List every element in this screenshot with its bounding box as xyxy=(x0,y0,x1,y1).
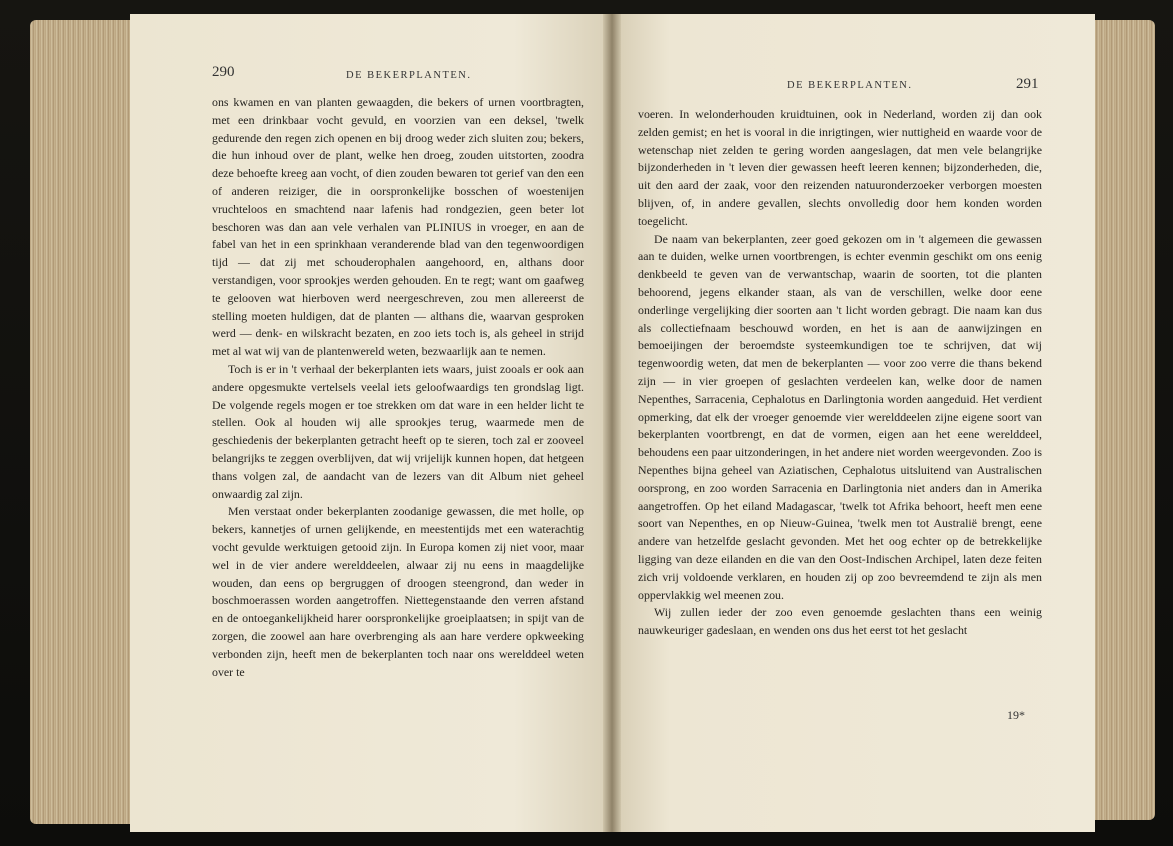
running-head: DE BEKERPLANTEN. xyxy=(346,70,472,81)
signature-mark: 19* xyxy=(1007,708,1025,722)
left-page xyxy=(130,14,610,832)
paragraph: ons kwamen en van planten gewaagden, die bekers of urnen voortbragten, met een drinkbaar vocht gevuld, en voorzien van een deksel, 'twelk gedurende den regen zich openen en bij droog weder zich sluiten zou; bekers, die hun inhoud over de plant, welke hen droeg, zouden uitstorten, zoodra deze behoefte kreeg aan vocht, of dien zouden bewaren tot gerief van den een of anderen reiziger, die in oorspronkelijke bosschen of woestenijen vruchteloos en smachtend naar lafenis had rondgezien, geen beter lot beschoren was dan aan vele verhalen van PLINIUS in vroeger, en aan de fabel van het in een sprinkhaan veranderende blad van den tegenwoordigen tijd — dat zij met schouderophalen aangehoord, en, althans door verstandigen, voor sprookjes werden gehouden. En te regt; want om gaafweg te gelooven wat hierboven werd neergeschreven, zou men allereerst de stelling moeten huldigen, dat de planten — althans die, waarvan gesproken werd — denk- en wilskracht bezaten, en zoo iets toch is, als geheel in strijd met al wat wij van de plantenwereld weten, bezwaarlijk aan te nemen. xyxy=(212,95,584,359)
body-text xyxy=(212,94,584,681)
paragraph: De naam van bekerplanten, zeer goed gekozen om in 't algemeen die gewassen aan te duiden, welke urnen voortbrengen, is echter evenmin geschikt om ons eenig denkbeeld te geven van de verwantschap, waarin de soorten, tot die planten behoorend, jegens elkander staan, als van de verschillen, welke door eene onderlinge vergelijking dier soorten aan 't licht worden gebragt. Die naam kan dus als collectiefnaam beschouwd worden, en het is aan de aanwijzingen en bemoeijingen der beroemdste systeemkundigen toe te schrijven, dat wij tegenwoordig weten, dat men de bekerplanten — voor zoo verre die thans bekend zijn — in vier groepen of geslachten verdeelen kan, welke door de namen Nepenthes, Sarracenia, Cephalotus en Darlingtonia worden aangeduid. Het verdient opmerking, dat elk der vroeger genoemde vier werelddeelen zijne eigene soort van bekerplanten voortbrengt, en dat de vormen, eigen aan het eene werelddeel, behoudens een paar uitzonderingen, in het andere niet worden weergevonden. Zoo is Nepenthes bijna geheel van Aziatischen, Cephalotus uitsluitend van Australischen oorsprong, en zoo worden Sarracenia en Darlingtonia niet anders dan in Amerika aangetroffen. Op het eiland Madagascar, 'twelk tot Afrika behoort, heeft men eene soort van Nepenthes, en op Nieuw-Guinea, 'twelk men tot Australië brengt, eene andere van hetzelfde geslacht gevonden. Met het oog echter op de betrekkelijke ligging van deze eilanden en die van den Oost-Indischen Archipel, laten deze feiten zich vrij voldoende verklaren, en houden zij op zoo bevreemdend te zijn als men oppervlakkig wel meenen zou. xyxy=(638,231,1042,602)
paragraph: Men verstaat onder bekerplanten zoodanige gewassen, die met holle, op bekers, kannetjes of urnen gelijkende, en meestentijds met een waterachtig vocht gevulde werktuigen getooid zijn. In Europa komen zij niet voor, maar wel in de vier andere werelddeelen, alwaar zij nu eens in maagdelijke wouden, dan eens op bergruggen of droogen steengrond, dan weder in boschmoerassen worden aangetroffen. Niettegenstaande den verren afstand en de ontoegankelijkheid harer oorspronkelijke groeiplaatsen; in spijt van de zorgen, die zoowel aan hare overbrenging als aan hare verdere opkweeking verbonden zijn, heeft men de bekerplanten toch naar ons werelddeel weten over te xyxy=(212,504,584,679)
body-text xyxy=(638,106,1042,640)
paragraph: Toch is er in 't verhaal der bekerplanten iets waars, juist zooals er ook aan andere opgesmukte vertelsels veelal iets geloofwaardigs ten grondslag ligt. De volgende regels mogen er toe strekken om dat ware in een helder licht te stellen. Ook al houden wij alle sprookjes terug, waarmede men de geschiedenis der bekerplanten getracht heeft op te sieren, toch zal er zooveel belangrijks te zeggen overblijven, dat wij vrijelijk kunnen hopen, dat hetgeen thans volgen zal, de aandacht van de lezers van dit Album niet geheel onwaardig zal zijn. xyxy=(212,361,584,501)
page-number: 291 xyxy=(1016,76,1039,92)
running-head: DE BEKERPLANTEN. xyxy=(787,80,913,91)
paragraph: voeren. In welonderhouden kruidtuinen, ook in Nederland, worden zij dan ook zelden gemist; en het is vooral in die inrigtingen, wier nuttigheid en waarde voor de wetenschap niet zelden te gering worden aangeslagen, dat men vele belangrijke bijzonderheden in 't leven dier gewassen heeft leeren kennen; bijzonderheden, die, uit den aard der zaak, voor den reizenden natuuronderzoeker verborgen moesten blijven, of, in andere gevallen, slechts onvolledig door hem konden worden toegelicht. xyxy=(638,107,1042,228)
page-number: 290 xyxy=(212,64,235,80)
book-gutter xyxy=(603,14,621,832)
right-page xyxy=(612,14,1095,832)
left-page-edges xyxy=(30,20,130,824)
right-page-edges xyxy=(1095,20,1155,820)
paragraph: Wij zullen ieder der zoo even genoemde geslachten thans een weinig nauwkeuriger gadeslaan, en wenden ons dus het eerst tot het geslacht xyxy=(638,605,1042,638)
